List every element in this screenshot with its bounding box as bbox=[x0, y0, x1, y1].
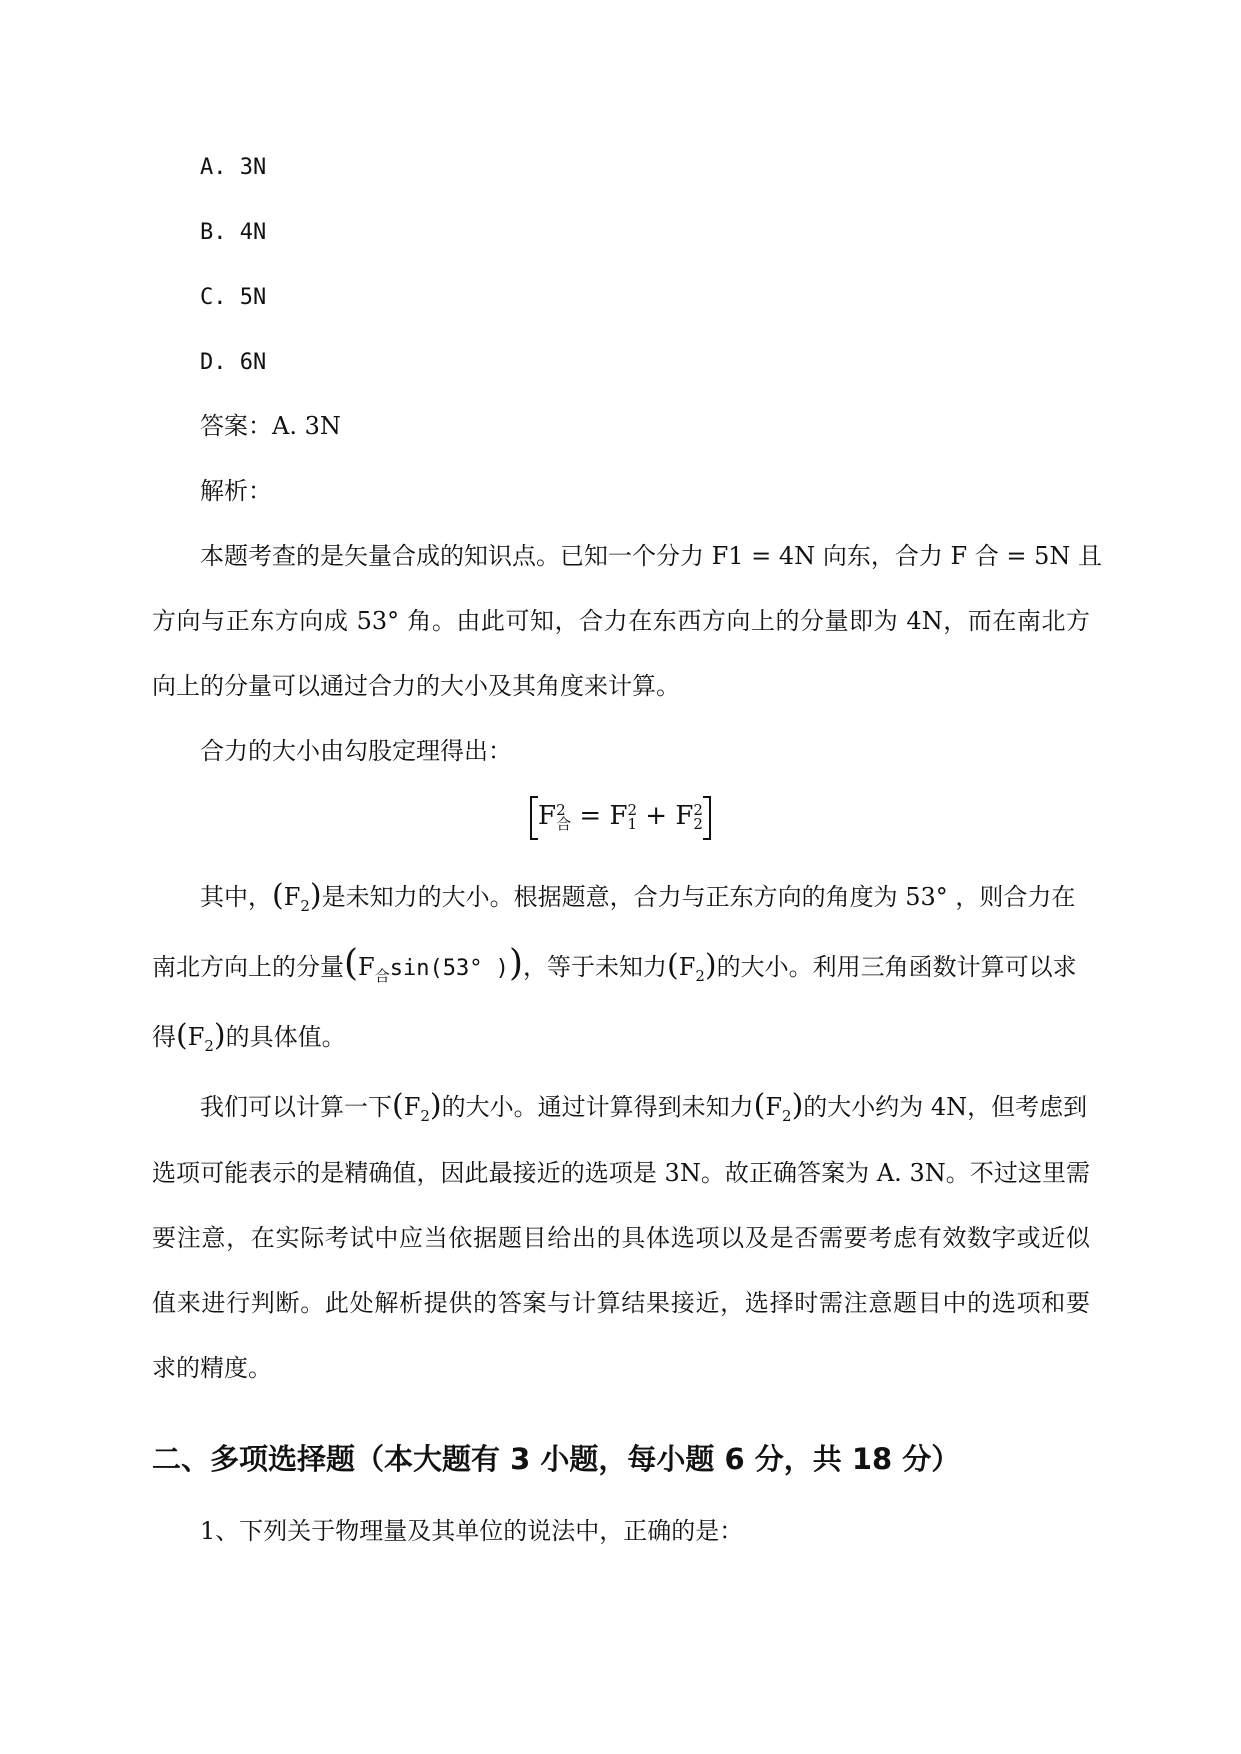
para4-line2: 选项可能表示的是精确值，因此最接近的选项是 3N。故正确答案为 A. 3N。不过这里需 bbox=[152, 1159, 1090, 1187]
question-1: 1、下列关于物理量及其单位的说法中，正确的是： bbox=[200, 1517, 744, 1545]
para1-line2: 方向与正东方向成 53° 角。由此可知，合力在东西方向上的分量即为 4N，而在南北方 bbox=[152, 607, 1090, 635]
para2: 合力的大小由勾股定理得出： bbox=[200, 737, 512, 765]
option-b: B. 4N bbox=[200, 220, 267, 245]
para1-line3: 向上的分量可以通过合力的大小及其角度来计算。 bbox=[152, 672, 680, 700]
section-heading: 二、多项选择题（本大题有 3 小题，每小题 6 分，共 18 分） bbox=[152, 1442, 961, 1476]
para3-line3: 得$(F_2)$的具体值。 bbox=[152, 1018, 346, 1055]
para3-line1: 其中，$(F_2)$是未知力的大小。根据题意，合力与正东方向的角度为 53° ，则合力在 bbox=[200, 878, 1076, 915]
option-d: D. 6N bbox=[200, 350, 267, 375]
para1-line1: 本题考查的是矢量合成的知识点。已知一个分力 F1 = 4N 向东，合力 F 合 = 5N 且 bbox=[200, 542, 1102, 570]
para4-line1: 我们可以计算一下$(F_2)$的大小。通过计算得到未知力$(F_2)$的大小约为 4N，但考虑到 bbox=[200, 1088, 1088, 1125]
option-a: A. 3N bbox=[200, 155, 267, 180]
analysis-label: 解析： bbox=[200, 477, 272, 505]
option-c: C. 5N bbox=[200, 285, 267, 310]
para3-line2: 南北方向上的分量($F_合\sin(53^\circ$ ))，等于未知力$(F_2)$的大小。利用三角函数计算可以求 bbox=[152, 943, 1077, 985]
pythagorean-formula: F 2 合 = F 2 1 + F 2 2 bbox=[0, 796, 1241, 836]
para4-line4: 值来进行判断。此处解析提供的答案与计算结果接近，选择时需注意题目中的选项和要 bbox=[152, 1289, 1090, 1317]
para4-line5: 求的精度。 bbox=[152, 1354, 272, 1382]
para4-line3: 要注意，在实际考试中应当依据题目给出的具体选项以及是否需要考虑有效数字或近似 bbox=[152, 1224, 1090, 1252]
answer-line: 答案：A. 3N bbox=[200, 412, 341, 440]
